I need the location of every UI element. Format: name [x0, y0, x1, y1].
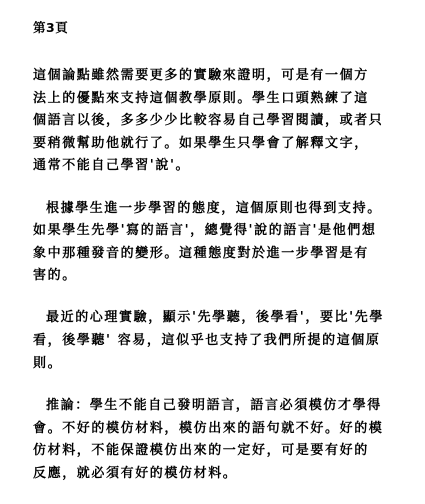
page-number-header: 第3頁: [33, 20, 69, 35]
paragraph-1-line-1: 這個論點雖然需要更多的實驗來證明，可是有一個方: [33, 68, 369, 83]
paragraph-2-line-4: 害的。: [33, 268, 77, 283]
paragraph-4-line-3: 仿材料，不能保證模仿出來的一定好，可是要有好的: [33, 443, 369, 458]
paragraph-3-line-3: 則。: [33, 356, 63, 371]
paragraph-4-line-2: 會。不好的模仿材料，模仿出來的語句就不好。好的模: [33, 421, 384, 436]
paragraph-1-line-2: 法上的優點來支持這個教學原則。學生口頭熟練了這: [33, 91, 369, 106]
paragraph-4-line-4: 反應，就必須有好的模仿材料。: [33, 466, 238, 481]
paragraph-1-line-4: 要稍微幫助他就行了。如果學生只學會了解釋文字，: [33, 136, 369, 151]
paragraph-3-line-2: 看，後學聽' 容易，這似乎也支持了我們所提的這個原: [33, 333, 381, 348]
paragraph-2-line-2: 如果學生先學'寫的語言'，總覺得'說的語言'是他們想: [33, 223, 377, 238]
paragraph-2-line-3: 象中那種發音的變形。這種態度對於進一步學習是有: [33, 246, 369, 261]
paragraph-2-line-1: 根據學生進一步學習的態度，這個原則也得到支持。: [46, 201, 382, 216]
paragraph-1-line-5: 通常不能自己學習'說'。: [33, 158, 191, 173]
paragraph-4-line-1: 推論：學生不能自己發明語言，語言必須模仿才學得: [46, 398, 382, 413]
paragraph-1-line-3: 個語言以後，多多少少比較容易自己學習閱讀，或者只: [33, 113, 384, 128]
paragraph-3-line-1: 最近的心理實驗，顯示'先學聽，後學看'，要比'先學: [46, 310, 384, 325]
